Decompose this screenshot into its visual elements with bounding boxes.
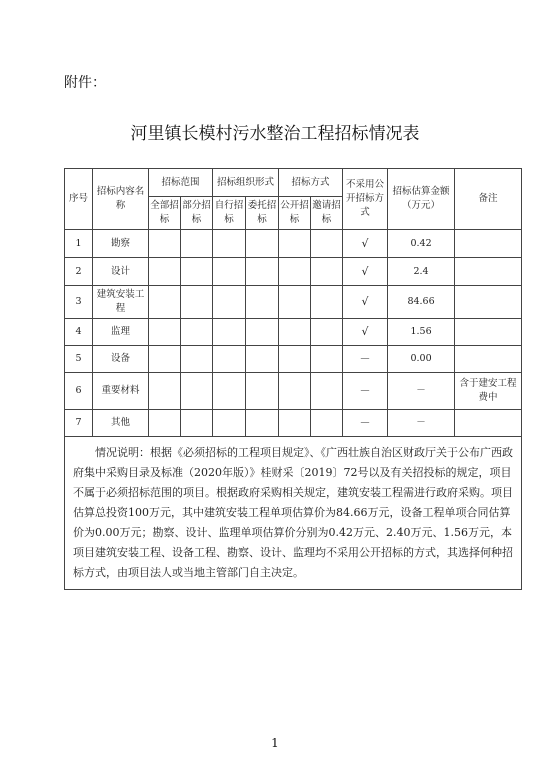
note-row (65, 437, 522, 590)
row-name: 其他 (93, 410, 149, 437)
page-number: 1 (271, 736, 279, 750)
header-row-1 (65, 169, 522, 197)
row-no-public: √ (343, 319, 388, 346)
row-seq: 7 (65, 410, 93, 437)
header-seq: 序号 (65, 169, 93, 230)
row-name: 重要材料 (93, 373, 149, 410)
row-seq: 3 (65, 286, 93, 319)
row-remark: 含于建安工程费中 (455, 373, 522, 410)
table-row (65, 373, 522, 410)
row-seq: 5 (65, 346, 93, 373)
row-no-public: √ (343, 286, 388, 319)
row-no-public: － (343, 373, 388, 410)
row-no-public: － (343, 410, 388, 437)
subheader-open: 公开招标 (279, 197, 311, 230)
row-remark (455, 230, 522, 258)
row-remark (455, 346, 522, 373)
row-remark (455, 286, 522, 319)
header-org-form: 招标组织形式 (213, 169, 279, 197)
row-name: 监理 (93, 319, 149, 346)
situation-note: 情况说明：根据《必须招标的工程项目规定》、《广西壮族自治区财政厅关于公布广西政府集中采购目录及标准（2020年版）》桂财采〔2019〕72号以及有关招投标的规定，项目不属于必须招标范围的项目。根据政府采购相关规定，建筑安装工程需进行政府采购。项目估算总投资100万元，其中建筑安装工程单项估算价为84.66万元，设备工程单项合同估算价为0.00万元；勘察、设计、监理单项估算价分别为0.42万元、2.40万元、1.56万元，本项目建筑安装工程、设备工程、勘察、设计、监理均不采用公开招标的方式，其选择何种招标方式，由项目法人或当地主管部门自主决定。 (65, 437, 522, 590)
row-remark (455, 410, 522, 437)
row-seq: 6 (65, 373, 93, 410)
row-name: 设备 (93, 346, 149, 373)
row-seq: 4 (65, 319, 93, 346)
row-estimate: － (388, 373, 455, 410)
row-estimate: 1.56 (388, 319, 455, 346)
row-estimate: 2.4 (388, 258, 455, 286)
row-estimate: － (388, 410, 455, 437)
row-estimate: 84.66 (388, 286, 455, 319)
table-row (65, 258, 522, 286)
attachment-label: 附件： (64, 75, 106, 91)
header-estimate: 招标估算金额（万元） (388, 169, 455, 230)
table-row (65, 286, 522, 319)
subheader-full: 全部招标 (149, 197, 181, 230)
row-remark (455, 319, 522, 346)
subheader-invite: 邀请招标 (311, 197, 343, 230)
row-no-public: √ (343, 230, 388, 258)
subheader-self: 自行招标 (213, 197, 246, 230)
row-name: 设计 (93, 258, 149, 286)
row-seq: 2 (65, 258, 93, 286)
row-no-public: － (343, 346, 388, 373)
row-estimate: 0.00 (388, 346, 455, 373)
row-remark (455, 258, 522, 286)
bidding-table (64, 168, 522, 590)
row-name: 勘察 (93, 230, 149, 258)
table-row (65, 319, 522, 346)
row-estimate: 0.42 (388, 230, 455, 258)
header-scope: 招标范围 (149, 169, 213, 197)
row-seq: 1 (65, 230, 93, 258)
table-row (65, 230, 522, 258)
subheader-entrust: 委托招标 (246, 197, 279, 230)
table-row (65, 410, 522, 437)
document-title: 河里镇长模村污水整治工程招标情况表 (130, 124, 420, 144)
header-content: 招标内容名称 (93, 169, 149, 230)
subheader-partial: 部分招标 (181, 197, 213, 230)
header-remark: 备注 (455, 169, 522, 230)
header-method: 招标方式 (279, 169, 343, 197)
row-no-public: √ (343, 258, 388, 286)
table-row (65, 346, 522, 373)
header-no-public: 不采用公开招标方式 (343, 169, 388, 230)
row-name: 建筑安装工程 (93, 286, 149, 319)
